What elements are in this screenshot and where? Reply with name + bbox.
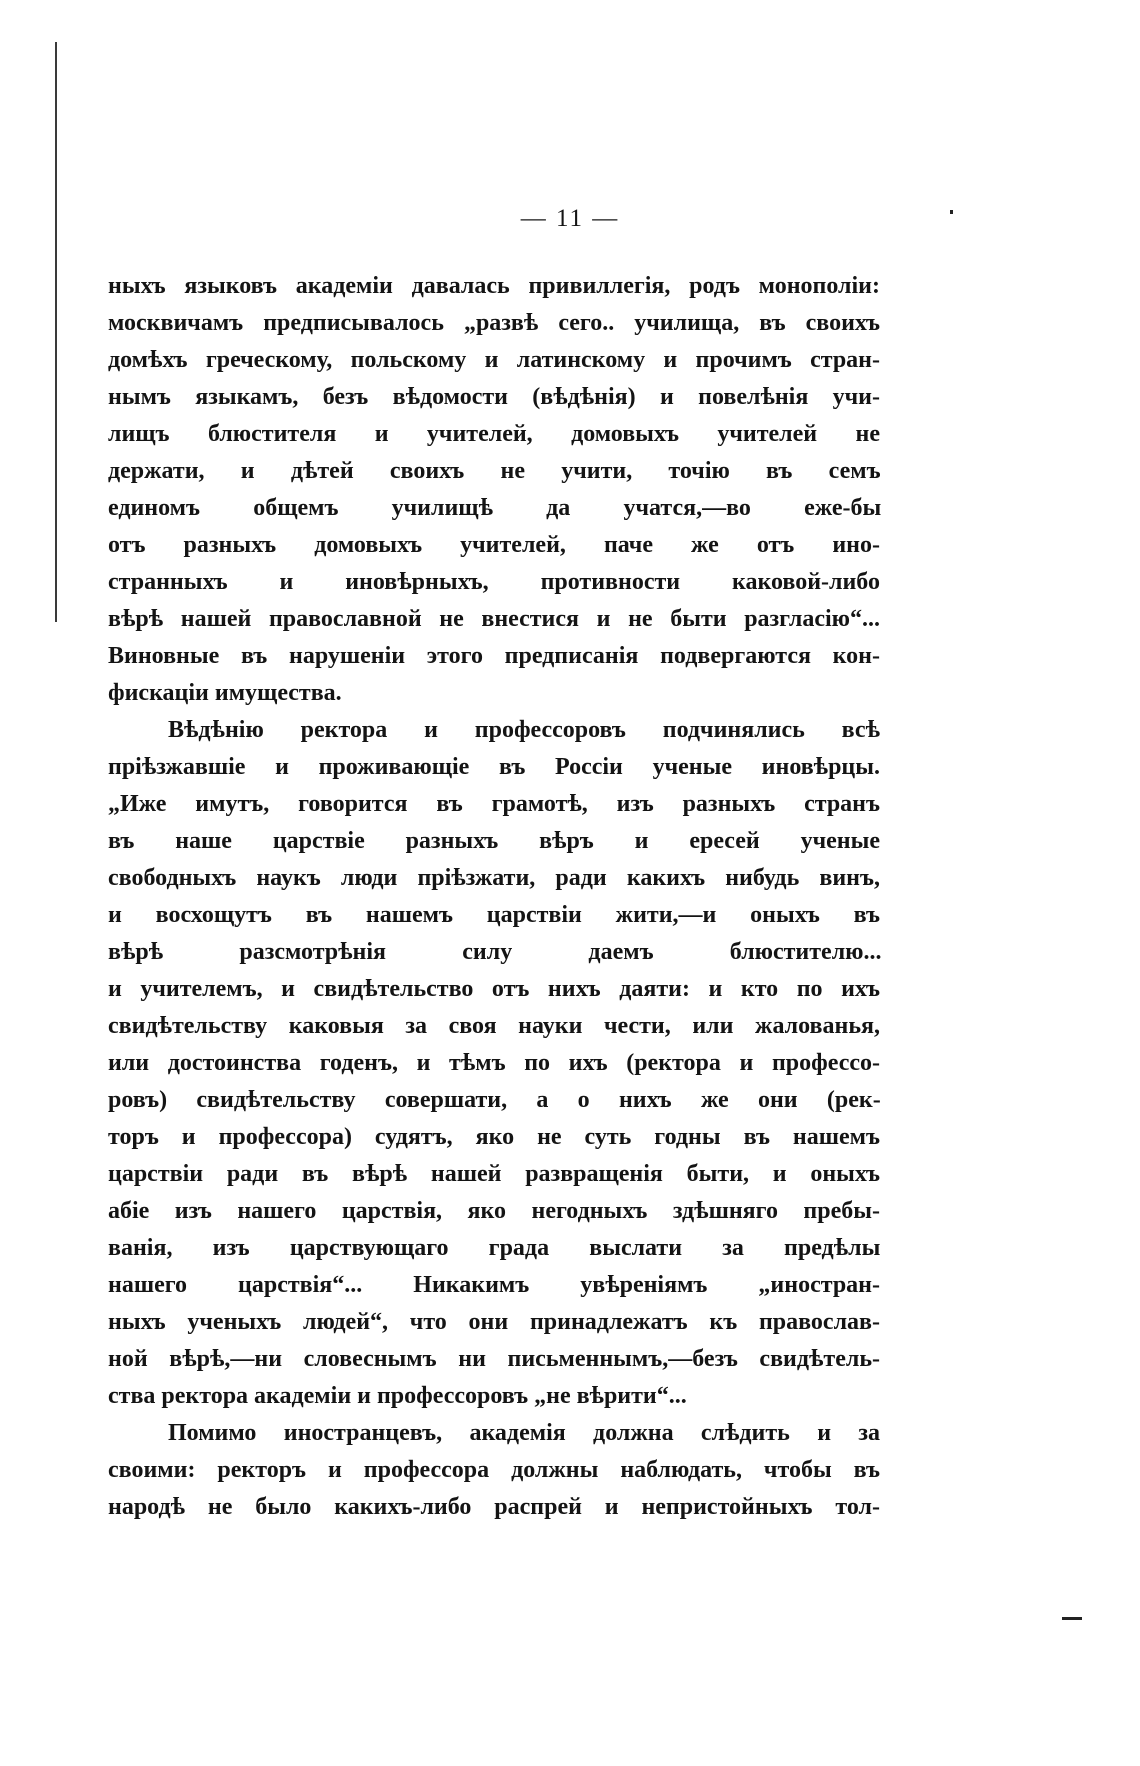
- text-line: торъ и профессора) судятъ, яко не суть годны въ нашемъ: [108, 1124, 880, 1150]
- text-line: Вѣдѣнію ректора и профессоровъ подчинялись всѣ: [168, 717, 880, 743]
- text-line: свободныхъ наукъ люди пріѣзжати, ради какихъ нибудь винъ,: [108, 865, 880, 891]
- text-line: отъ разныхъ домовыхъ учителей, паче же отъ ино-: [108, 532, 880, 558]
- text-line: ныхъ ученыхъ людей“, что они принадлежатъ къ православ-: [108, 1309, 880, 1335]
- scan-edge-rule: [55, 42, 57, 622]
- text-line: и восхощутъ въ нашемъ царствіи жити,—и оныхъ въ: [108, 902, 880, 928]
- text-line: ства ректора академіи и профессоровъ „не вѣрити“...: [108, 1383, 687, 1409]
- text-line: нымъ языкамъ, безъ вѣдомости (вѣдѣнія) и повелѣнія учи-: [108, 384, 880, 410]
- text-line: ровъ) свидѣтельству совершати, а о нихъ же они (рек-: [108, 1087, 881, 1113]
- text-line: своими: ректоръ и профессора должны наблюдать, чтобы въ: [108, 1457, 880, 1483]
- text-line: пріѣзжавшіе и проживающіе въ Россіи ученые иновѣрцы.: [108, 754, 880, 780]
- text-line: царствіи ради въ вѣрѣ нашей развращенія быти, и оныхъ: [108, 1161, 880, 1187]
- text-line: Помимо иностранцевъ, академія должна слѣдить и за: [168, 1420, 880, 1446]
- text-line: абіе изъ нашего царствія, яко негодныхъ здѣшняго пребы-: [108, 1198, 880, 1224]
- text-line: ванія, изъ царствующаго града выслати за предѣлы: [108, 1235, 881, 1261]
- text-line: ныхъ языковъ академіи давалась привиллегія, родъ монополіи:: [108, 273, 880, 299]
- text-line: народѣ не было какихъ-либо распрей и непристойныхъ тол-: [108, 1494, 880, 1520]
- scan-mark: [1062, 1617, 1082, 1620]
- text-line: единомъ общемъ училищѣ да учатся,—во еже-бы: [108, 495, 882, 521]
- text-line: и учителемъ, и свидѣтельство отъ нихъ даяти: и кто по ихъ: [108, 976, 880, 1002]
- text-line: вѣрѣ нашей православной не внестися и не быти разгласію“...: [108, 606, 880, 632]
- text-line: или достоинства годенъ, и тѣмъ по ихъ (ректора и профессо-: [108, 1050, 880, 1076]
- text-line: лищъ блюстителя и учителей, домовыхъ учителей не: [108, 421, 880, 447]
- text-line: держати, и дѣтей своихъ не учити, точію въ семъ: [108, 458, 881, 484]
- text-line: свидѣтельству каковыя за своя науки чести, или жалованья,: [108, 1013, 880, 1039]
- text-line: въ наше царствіе разныхъ вѣръ и ересей ученые: [108, 828, 880, 854]
- page-number: — 11 —: [520, 205, 620, 232]
- text-line: ной вѣрѣ,—ни словеснымъ ни письменнымъ,—безъ свидѣтель-: [108, 1346, 880, 1372]
- text-line: Виновные въ нарушеніи этого предписанія подвергаются кон-: [108, 643, 880, 669]
- text-line: странныхъ и иновѣрныхъ, противности каковой-либо: [108, 569, 880, 595]
- text-line: москвичамъ предписывалось „развѣ сего.. училища, въ своихъ: [108, 310, 880, 336]
- body-text: [108, 268, 880, 1526]
- text-line: нашего царствія“... Никакимъ увѣреніямъ „иностран-: [108, 1272, 880, 1298]
- text-line: „Иже имутъ, говорится въ грамотѣ, изъ разныхъ странъ: [108, 791, 880, 817]
- text-line: домѣхъ греческому, польскому и латинскому и прочимъ стран-: [108, 347, 880, 373]
- text-line: фискаціи имущества.: [108, 680, 342, 706]
- text-line: вѣрѣ разсмотрѣнія силу даемъ блюстителю...: [108, 939, 882, 965]
